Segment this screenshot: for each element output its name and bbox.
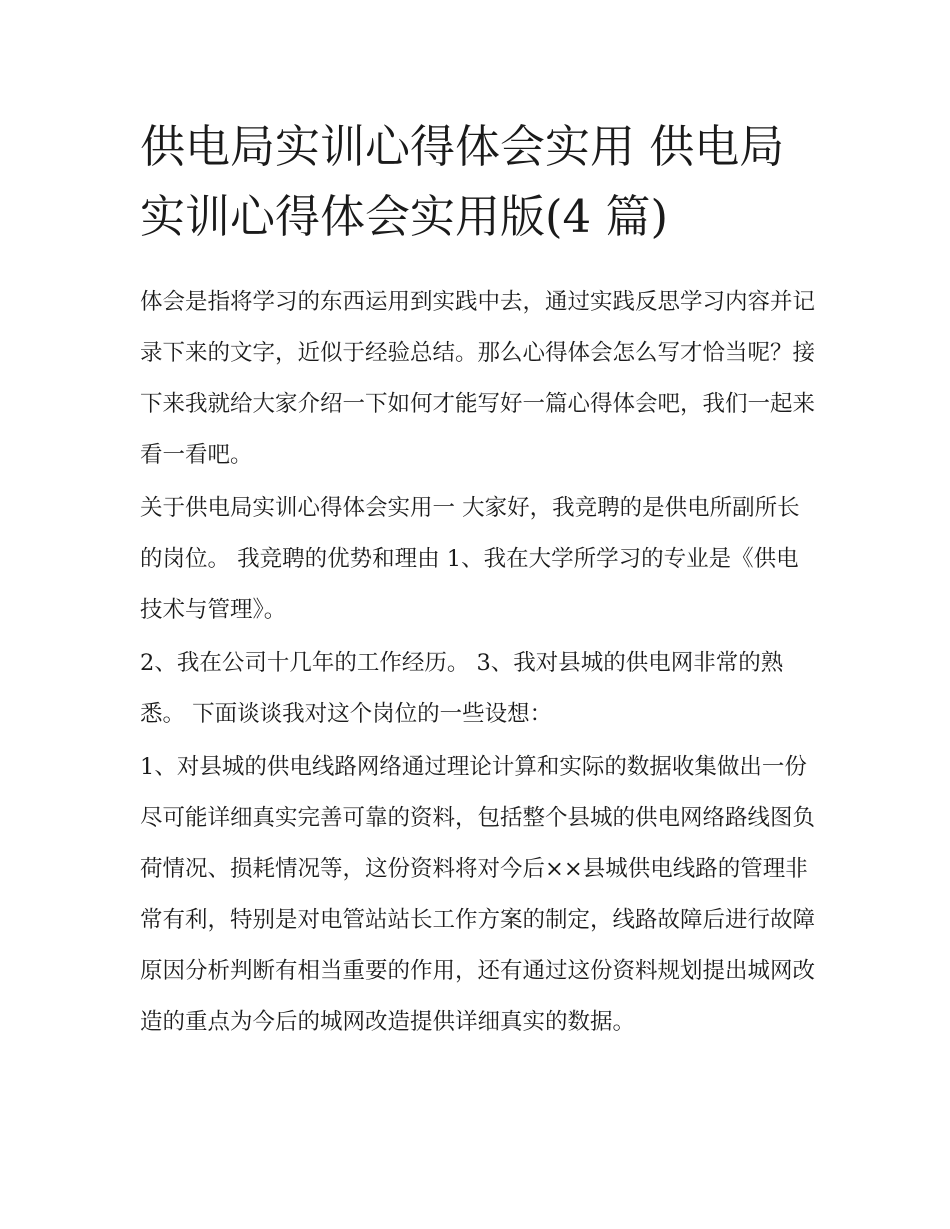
paragraph-1: 关于供电局实训心得体会实用一 大家好，我竞聘的是供电所副所长的岗位。 我竞聘的优势和理由 1、我在大学所学习的专业是《供电技术与管理》。 [140,495,800,623]
document-title: 供电局实训心得体会实用 供电局实训心得体会实用版(4 篇) [140,120,785,243]
document-body [140,277,815,1050]
paragraph-3: 1、对县城的供电线路网络通过理论计算和实际的数据收集做出一份尽可能详细真实完善可靠的资料，包括整个县城的供电网络路线图负荷情况、损耗情况等，这份资料将对今后××县城供电线路的管理非常有利，特别是对电管站站长工作方案的制定，线路故障后进行故障原因分析判断有相当重要的作用，还有通过这份资料规划提出城网改造的重点为今后的城网改造提供详细真实的数据。 [140,754,816,1035]
paragraph-intro: 体会是指将学习的东西运用到实践中去，通过实践反思学习内容并记录下来的文字，近似于经验总结。那么心得体会怎么写才恰当呢？接下来我就给大家介绍一下如何才能写好一篇心得体会吧，我们一起来看一看吧。 [140,289,816,468]
paragraph-2: 2、我在公司十几年的工作经历。 3、我对县城的供电网非常的熟悉。 下面谈谈我对这个岗位的一些设想： [140,650,784,727]
